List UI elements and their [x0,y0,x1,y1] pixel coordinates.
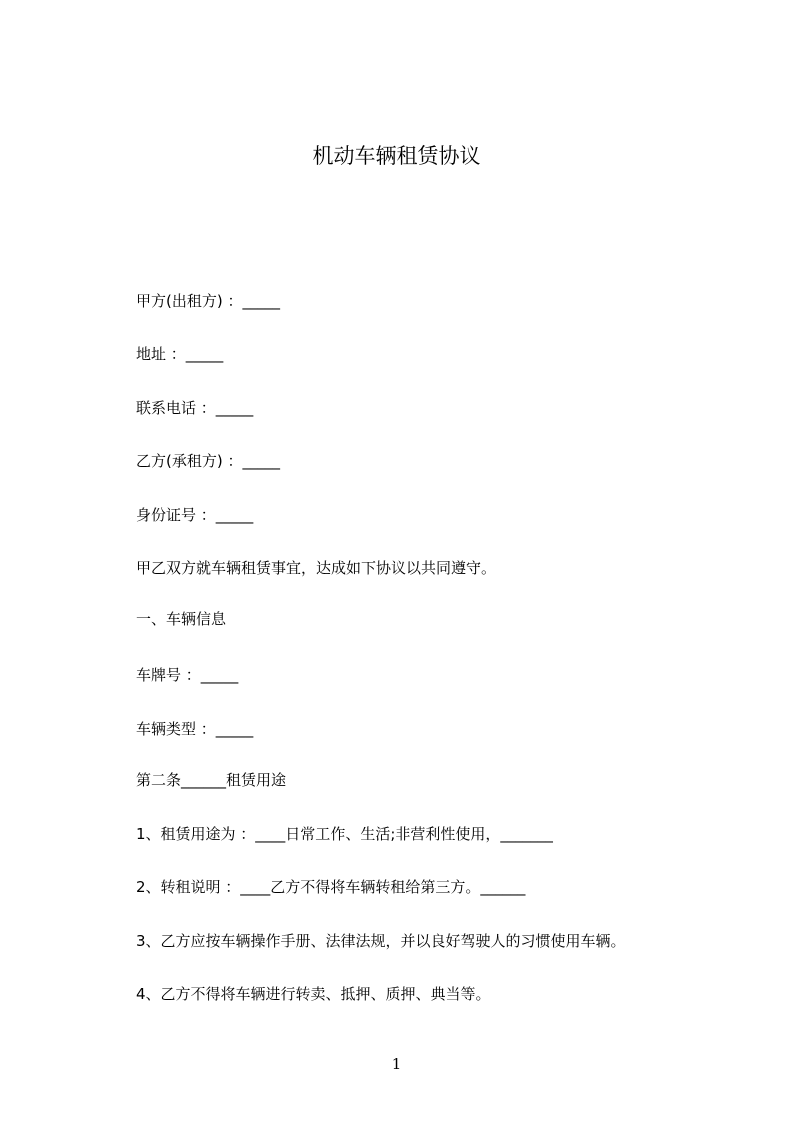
party-a-line: 甲方(出租方) ：_____ [136,292,280,310]
id-number-line: 身份证号 ：_____ [136,506,254,524]
clause-operation: 3、乙方应按车辆操作手册、法律法规，并以良好驾驶人的习惯使用车辆。 [136,932,626,950]
plate-number-line: 车牌号 ：_____ [136,666,239,684]
party-b-line: 乙方(承租方) ：_____ [136,452,280,470]
clause-usage: 1、租赁用途为 ：____日常工作、生活;非营利性使用，_______ [136,825,553,843]
clause-sublease: 2、转租说明 ：____乙方不得将车辆转租给第三方。______ [136,878,526,896]
article-two-heading: 第二条______租赁用途 [136,771,287,789]
agreement-intro: 甲乙双方就车辆租赁事宜，达成如下协议以共同遵守。 [136,559,497,577]
document-title: 机动车辆租赁协议 [312,144,481,168]
address-line: 地址 ：_____ [136,345,224,363]
section-vehicle-info: 一、车辆信息 [136,610,227,628]
clause-no-resale: 4、乙方不得将车辆进行转卖、抵押、质押、典当等。 [136,985,491,1003]
vehicle-type-line: 车辆类型 ：_____ [136,720,254,738]
phone-line: 联系电话 ：_____ [136,399,254,417]
page-number: 1 [391,1055,402,1073]
